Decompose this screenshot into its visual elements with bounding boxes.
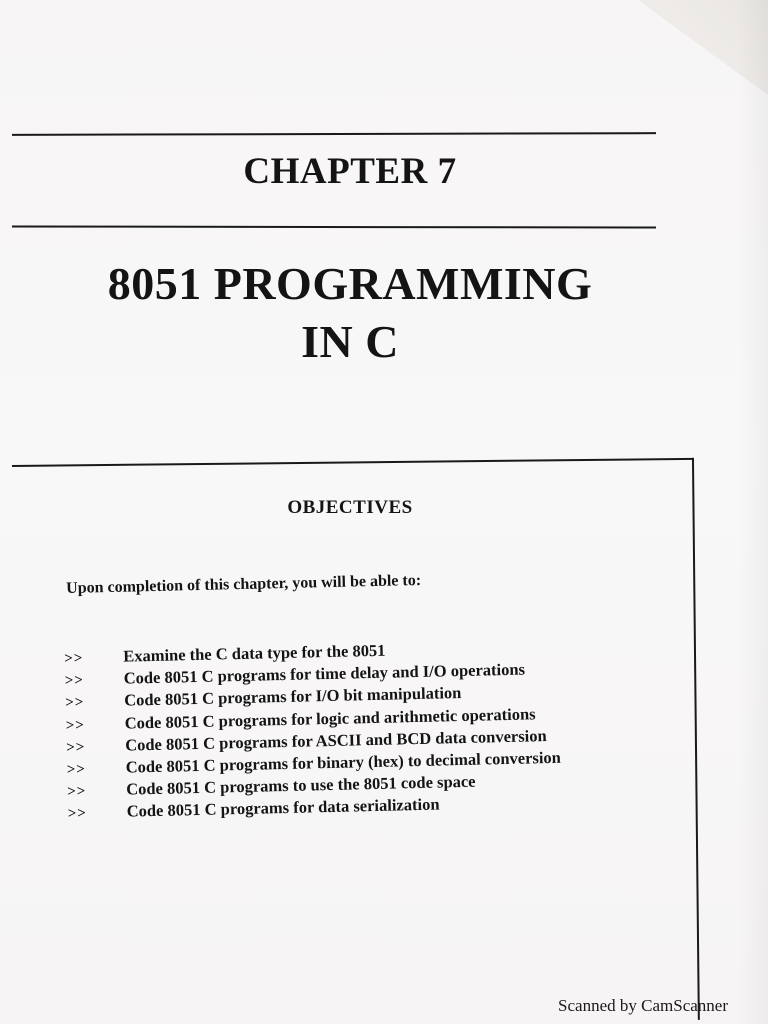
- objectives-list: [64, 637, 562, 826]
- objective-text: Code 8051 C programs to use the 8051 code space: [126, 771, 476, 799]
- objective-text: Code 8051 C programs for time delay and I/O operations: [123, 659, 526, 688]
- objectives-intro: Upon completion of this chapter, you will be able to:: [66, 571, 422, 597]
- objectives-heading: OBJECTIVES: [287, 497, 413, 518]
- scanner-credit: Scanned by CamScanner: [558, 996, 728, 1015]
- page-edge-shadow: [738, 0, 768, 1024]
- bullet-arrow-icon: >>: [64, 672, 85, 690]
- bullet-arrow-icon: >>: [64, 650, 84, 667]
- bullet-arrow-icon: >>: [67, 783, 87, 801]
- objective-text: Code 8051 C programs for logic and arithmetic operations: [124, 703, 536, 733]
- objective-text: Code 8051 C programs for data serialization: [126, 794, 440, 821]
- chapter-rule-top: [12, 132, 656, 136]
- bullet-arrow-icon: >>: [65, 694, 85, 712]
- objective-text: Code 8051 C programs for I/O bit manipulation: [123, 683, 462, 711]
- bullet-arrow-icon: >>: [67, 805, 88, 823]
- objective-text: Examine the C data type for the 8051: [122, 640, 386, 666]
- bullet-arrow-icon: >>: [65, 717, 86, 734]
- objective-text: Code 8051 C programs for binary (hex) to decimal conversion: [125, 747, 562, 777]
- bullet-arrow-icon: >>: [66, 761, 87, 778]
- chapter-title-line-2: IN C: [301, 316, 399, 367]
- objective-text: Code 8051 C programs for ASCII and BCD data conversion: [124, 725, 547, 755]
- chapter-title: [40, 255, 660, 371]
- chapter-label: CHAPTER 7: [243, 151, 457, 192]
- bullet-arrow-icon: >>: [66, 739, 86, 756]
- chapter-rule-bottom: [12, 225, 656, 228]
- chapter-title-line-1: 8051 PROGRAMMING: [107, 258, 593, 309]
